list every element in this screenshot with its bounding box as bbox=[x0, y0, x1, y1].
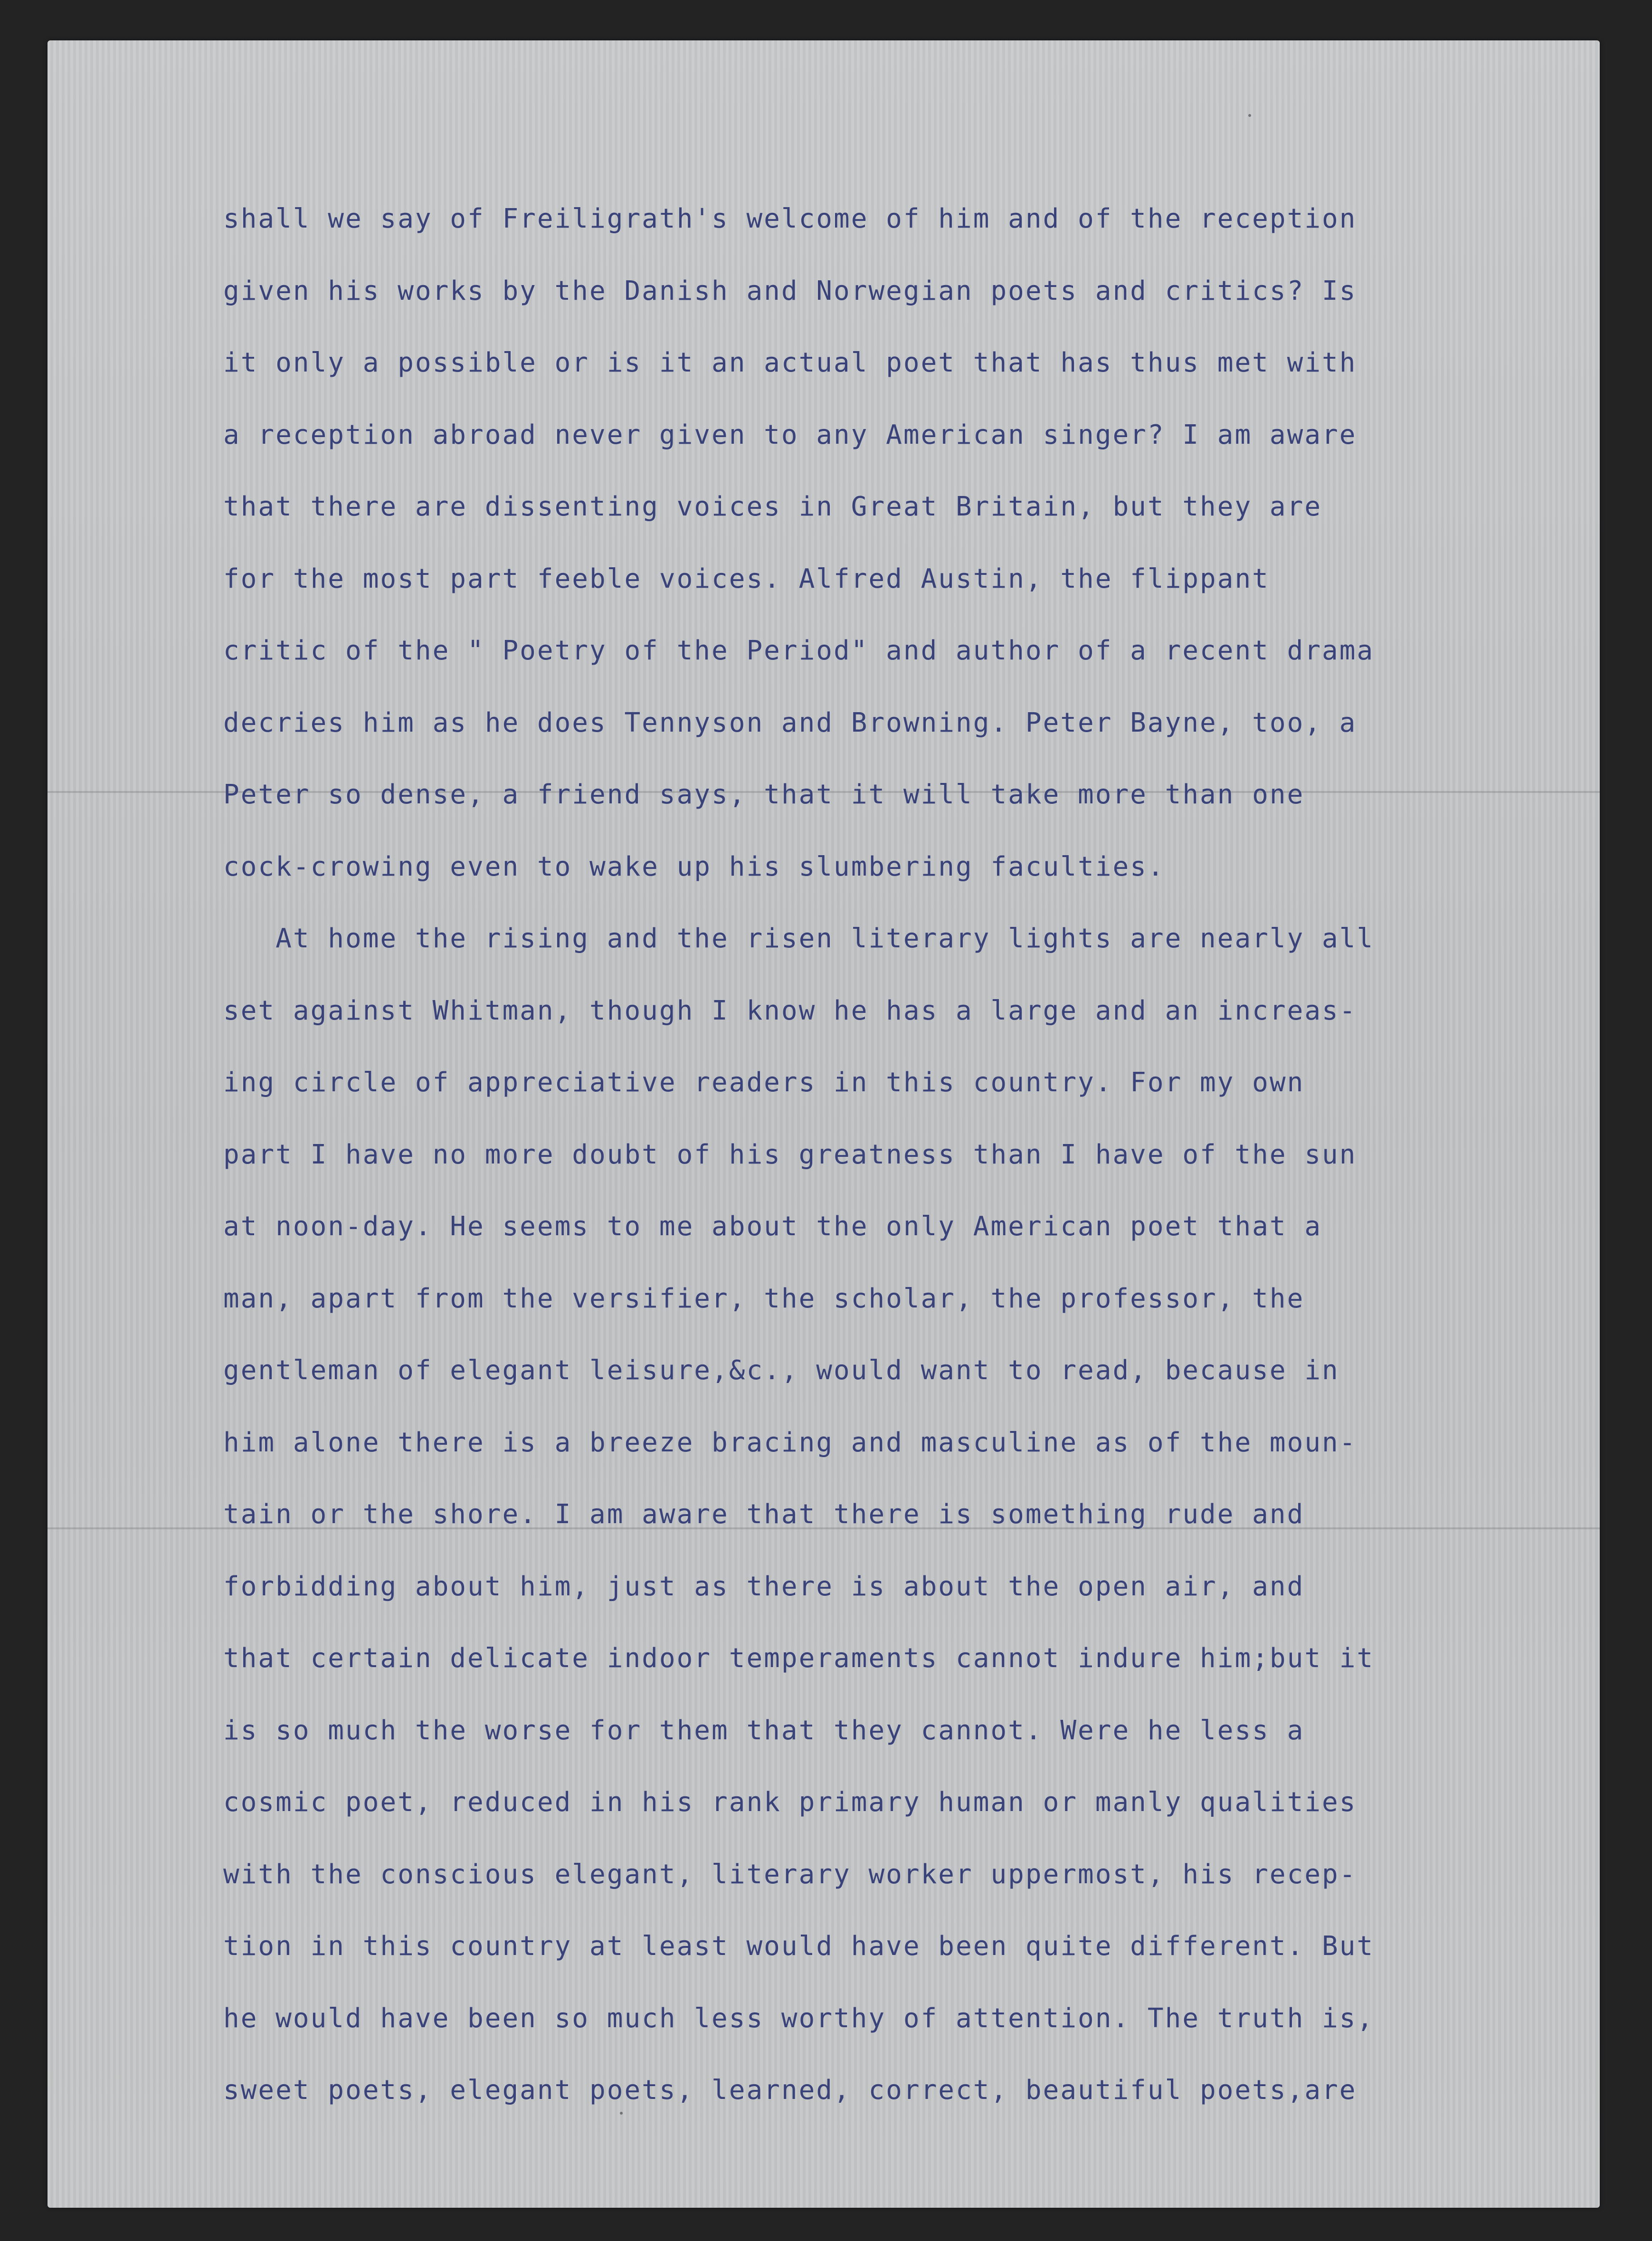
text-line: for the most part feeble voices. Alfred Austin, the flippant bbox=[223, 563, 1270, 594]
text-line: he would have been so much less worthy of attention. The truth is, bbox=[223, 2003, 1375, 2034]
text-line: with the conscious elegant, literary worker uppermost, his recep- bbox=[223, 1859, 1357, 1890]
text-line: part I have no more doubt of his greatness than I have of the sun bbox=[223, 1139, 1357, 1170]
text-line: that certain delicate indoor temperaments cannot indure him;but it bbox=[223, 1643, 1375, 1674]
text-line: shall we say of Freiligrath's welcome of him and of the reception bbox=[223, 203, 1357, 234]
text-line: is so much the worse for them that they cannot. Were he less a bbox=[223, 1715, 1305, 1746]
text-line: tain or the shore. I am aware that there is something rude and bbox=[223, 1499, 1305, 1530]
text-line: Peter so dense, a friend says, that it will take more than one bbox=[223, 779, 1305, 810]
text-line: At home the rising and the risen literary lights are nearly all bbox=[223, 923, 1375, 954]
text-line: ing circle of appreciative readers in this country. For my own bbox=[223, 1067, 1305, 1098]
text-line: cosmic poet, reduced in his rank primary human or manly qualities bbox=[223, 1787, 1357, 1818]
text-line: at noon-day. He seems to me about the only American poet that a bbox=[223, 1211, 1322, 1242]
text-line: sweet poets, elegant poets, learned, correct, beautiful poets,are bbox=[223, 2075, 1357, 2106]
text-line: forbidding about him, just as there is about the open air, and bbox=[223, 1571, 1305, 1602]
text-line: a reception abroad never given to any American singer? I am aware bbox=[223, 419, 1357, 450]
text-line: tion in this country at least would have been quite different. But bbox=[223, 1931, 1375, 1962]
typed-page bbox=[47, 40, 1600, 2208]
text-line: cock-crowing even to wake up his slumbering faculties. bbox=[223, 851, 1165, 882]
text-line: man, apart from the versifier, the scholar, the professor, the bbox=[223, 1283, 1305, 1314]
text-line: given his works by the Danish and Norwegian poets and critics? Is bbox=[223, 275, 1357, 306]
text-line: critic of the " Poetry of the Period" and author of a recent drama bbox=[223, 635, 1375, 666]
text-line: it only a possible or is it an actual poet that has thus met with bbox=[223, 347, 1357, 378]
paper-speck bbox=[1248, 114, 1251, 117]
text-line: that there are dissenting voices in Great Britain, but they are bbox=[223, 491, 1322, 522]
typewritten-text bbox=[223, 183, 1544, 2127]
text-line: set against Whitman, though I know he has a large and an increas- bbox=[223, 995, 1357, 1026]
text-line: him alone there is a breeze bracing and masculine as of the moun- bbox=[223, 1427, 1357, 1458]
text-line: gentleman of elegant leisure,&c., would want to read, because in bbox=[223, 1355, 1339, 1386]
text-line: decries him as he does Tennyson and Browning. Peter Bayne, too, a bbox=[223, 707, 1357, 738]
